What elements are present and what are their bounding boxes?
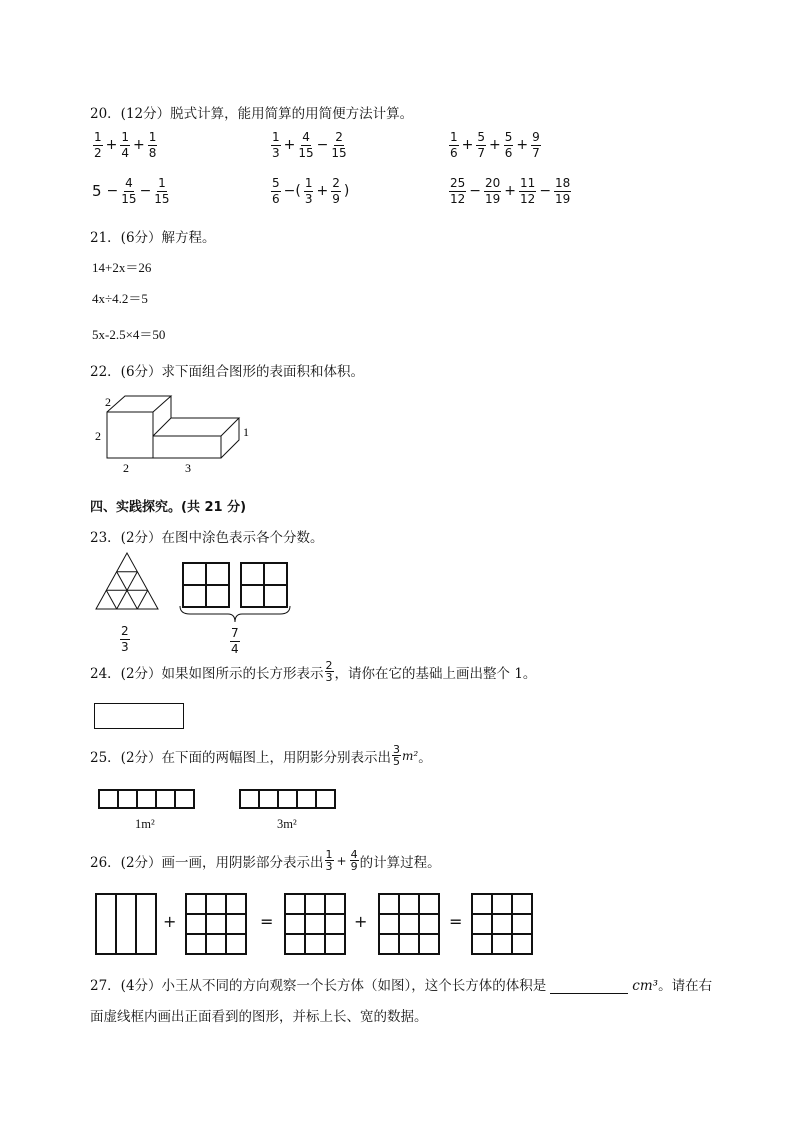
composite-solid-figure — [95, 390, 255, 475]
strip-grid-2 — [239, 789, 336, 809]
q20-expression-2: $\frac{1}{3}$ + $\frac{4}{15}$ − $\frac{2}{15}$ — [272, 130, 347, 160]
square-grid-1 — [182, 562, 230, 608]
square-grid-2 — [240, 562, 288, 608]
fraction: $\frac{1}{3}$ — [272, 130, 280, 160]
plus-sign-2: + — [354, 912, 368, 931]
section-4-heading: 四、实践探究。(共 21 分) — [90, 500, 247, 515]
answer-blank[interactable] — [550, 981, 628, 994]
label-bottom-right: 3 — [185, 461, 191, 475]
q23-title: 23．(2分）在图中涂色表示各个分数。 — [90, 530, 324, 546]
column-grid-figure — [95, 893, 157, 955]
q26-title: 26．(2分）画一画，用阴影部分表示出 $\frac{1}{3}$ + $\frac{4}{9}$ 的计算过程。 — [90, 848, 441, 873]
strip-grid-1 — [98, 789, 195, 809]
q27-line-1: 27．(4分）小王从不同的方向观察一个长方体（如图），这个长方体的体积是 cm³ 。请在右 — [90, 978, 713, 994]
q21-equation-3: 5x-2.5×4＝50 — [92, 327, 166, 342]
strip-1-label: 1m² — [135, 817, 155, 831]
fraction: $\frac{5}{7}$ — [477, 130, 486, 160]
strip-2-label: 3m² — [277, 817, 297, 831]
q24-title: 24．(2分）如果如图所示的长方形表示 $\frac{2}{3}$ ，请你在它的基础上画出整个 1。 — [90, 659, 537, 684]
label-left: 2 — [95, 429, 101, 443]
q20-expression-6: $\frac{25}{12}$ − $\frac{20}{19}$ + $\frac{11}{12}$ − $\frac{18}{19}$ — [450, 176, 571, 206]
q20-expression-3: $\frac{1}{6}$ + $\frac{5}{7}$ + $\frac{5}{6}$ + $\frac{9}{7}$ — [450, 130, 540, 160]
fraction: $\frac{9}{7}$ — [532, 130, 540, 160]
q23-fraction-1: $\frac{2}{3}$ — [121, 624, 129, 654]
fraction: $\frac{1}{4}$ — [121, 130, 130, 160]
fraction: $\frac{4}{15}$ — [298, 130, 314, 160]
q25-title: 25．(2分）在下面的两幅图上，用阴影分别表示出 $\frac{3}{5}$ m² 。 — [90, 743, 432, 768]
q27-line-2: 面虚线框内画出正面看到的图形，并标上长、宽的数据。 — [90, 1009, 428, 1025]
fraction: $\frac{25}{12}$ — [450, 176, 466, 206]
label-bottom-left: 2 — [123, 461, 129, 475]
q23-fraction-2: $\frac{7}{4}$ — [231, 626, 239, 656]
q20-expression-4: 5 − $\frac{4}{15}$ − $\frac{1}{15}$ — [92, 176, 170, 206]
fraction: $\frac{5}{6}$ — [504, 130, 513, 160]
fraction: $\frac{18}{19}$ — [555, 176, 571, 206]
fraction: $\frac{1}{15}$ — [154, 176, 170, 206]
q22-title: 22．(6分）求下面组合图形的表面积和体积。 — [90, 364, 365, 380]
fraction: $\frac{1}{2}$ — [94, 130, 102, 160]
equals-sign: = — [260, 912, 274, 931]
fraction: $\frac{1}{6}$ — [450, 130, 458, 160]
q21-equation-1: 14+2x＝26 — [92, 260, 152, 275]
fraction: $\frac{11}{12}$ — [520, 176, 536, 206]
rectangle-figure — [94, 703, 184, 729]
nine-grid-4 — [471, 893, 533, 955]
equals-sign-2: = — [449, 912, 463, 931]
q21-title: 21．(6分）解方程。 — [90, 230, 216, 246]
label-right: 1 — [243, 425, 249, 439]
triangle-grid-figure — [94, 551, 160, 611]
nine-grid-2 — [284, 893, 346, 955]
brace-icon — [178, 604, 292, 624]
plus-sign: + — [163, 912, 177, 931]
fraction: $\frac{1}{8}$ — [148, 130, 157, 160]
fraction: $\frac{20}{19}$ — [485, 176, 501, 206]
q20-expression-5: $\frac{5}{6}$ −( $\frac{1}{3}$ + $\frac{2}{9}$ ) — [272, 176, 350, 206]
fraction: $\frac{4}{15}$ — [121, 176, 137, 206]
q20-title: 20．(12分）脱式计算，能用简算的用简便方法计算。 — [90, 106, 414, 122]
nine-grid-3 — [378, 893, 440, 955]
fraction: $\frac{5}{6}$ — [272, 176, 280, 206]
q20-expression-1: $\frac{1}{2}$ + $\frac{1}{4}$ + $\frac{1}{8}$ — [94, 130, 157, 160]
q21-equation-2: 4x÷4.2＝5 — [92, 291, 148, 306]
label-top: 2 — [105, 395, 111, 409]
fraction: $\frac{1}{3}$ — [304, 176, 313, 206]
fraction: $\frac{2}{15}$ — [331, 130, 347, 160]
nine-grid-1 — [185, 893, 247, 955]
fraction: $\frac{2}{9}$ — [332, 176, 340, 206]
